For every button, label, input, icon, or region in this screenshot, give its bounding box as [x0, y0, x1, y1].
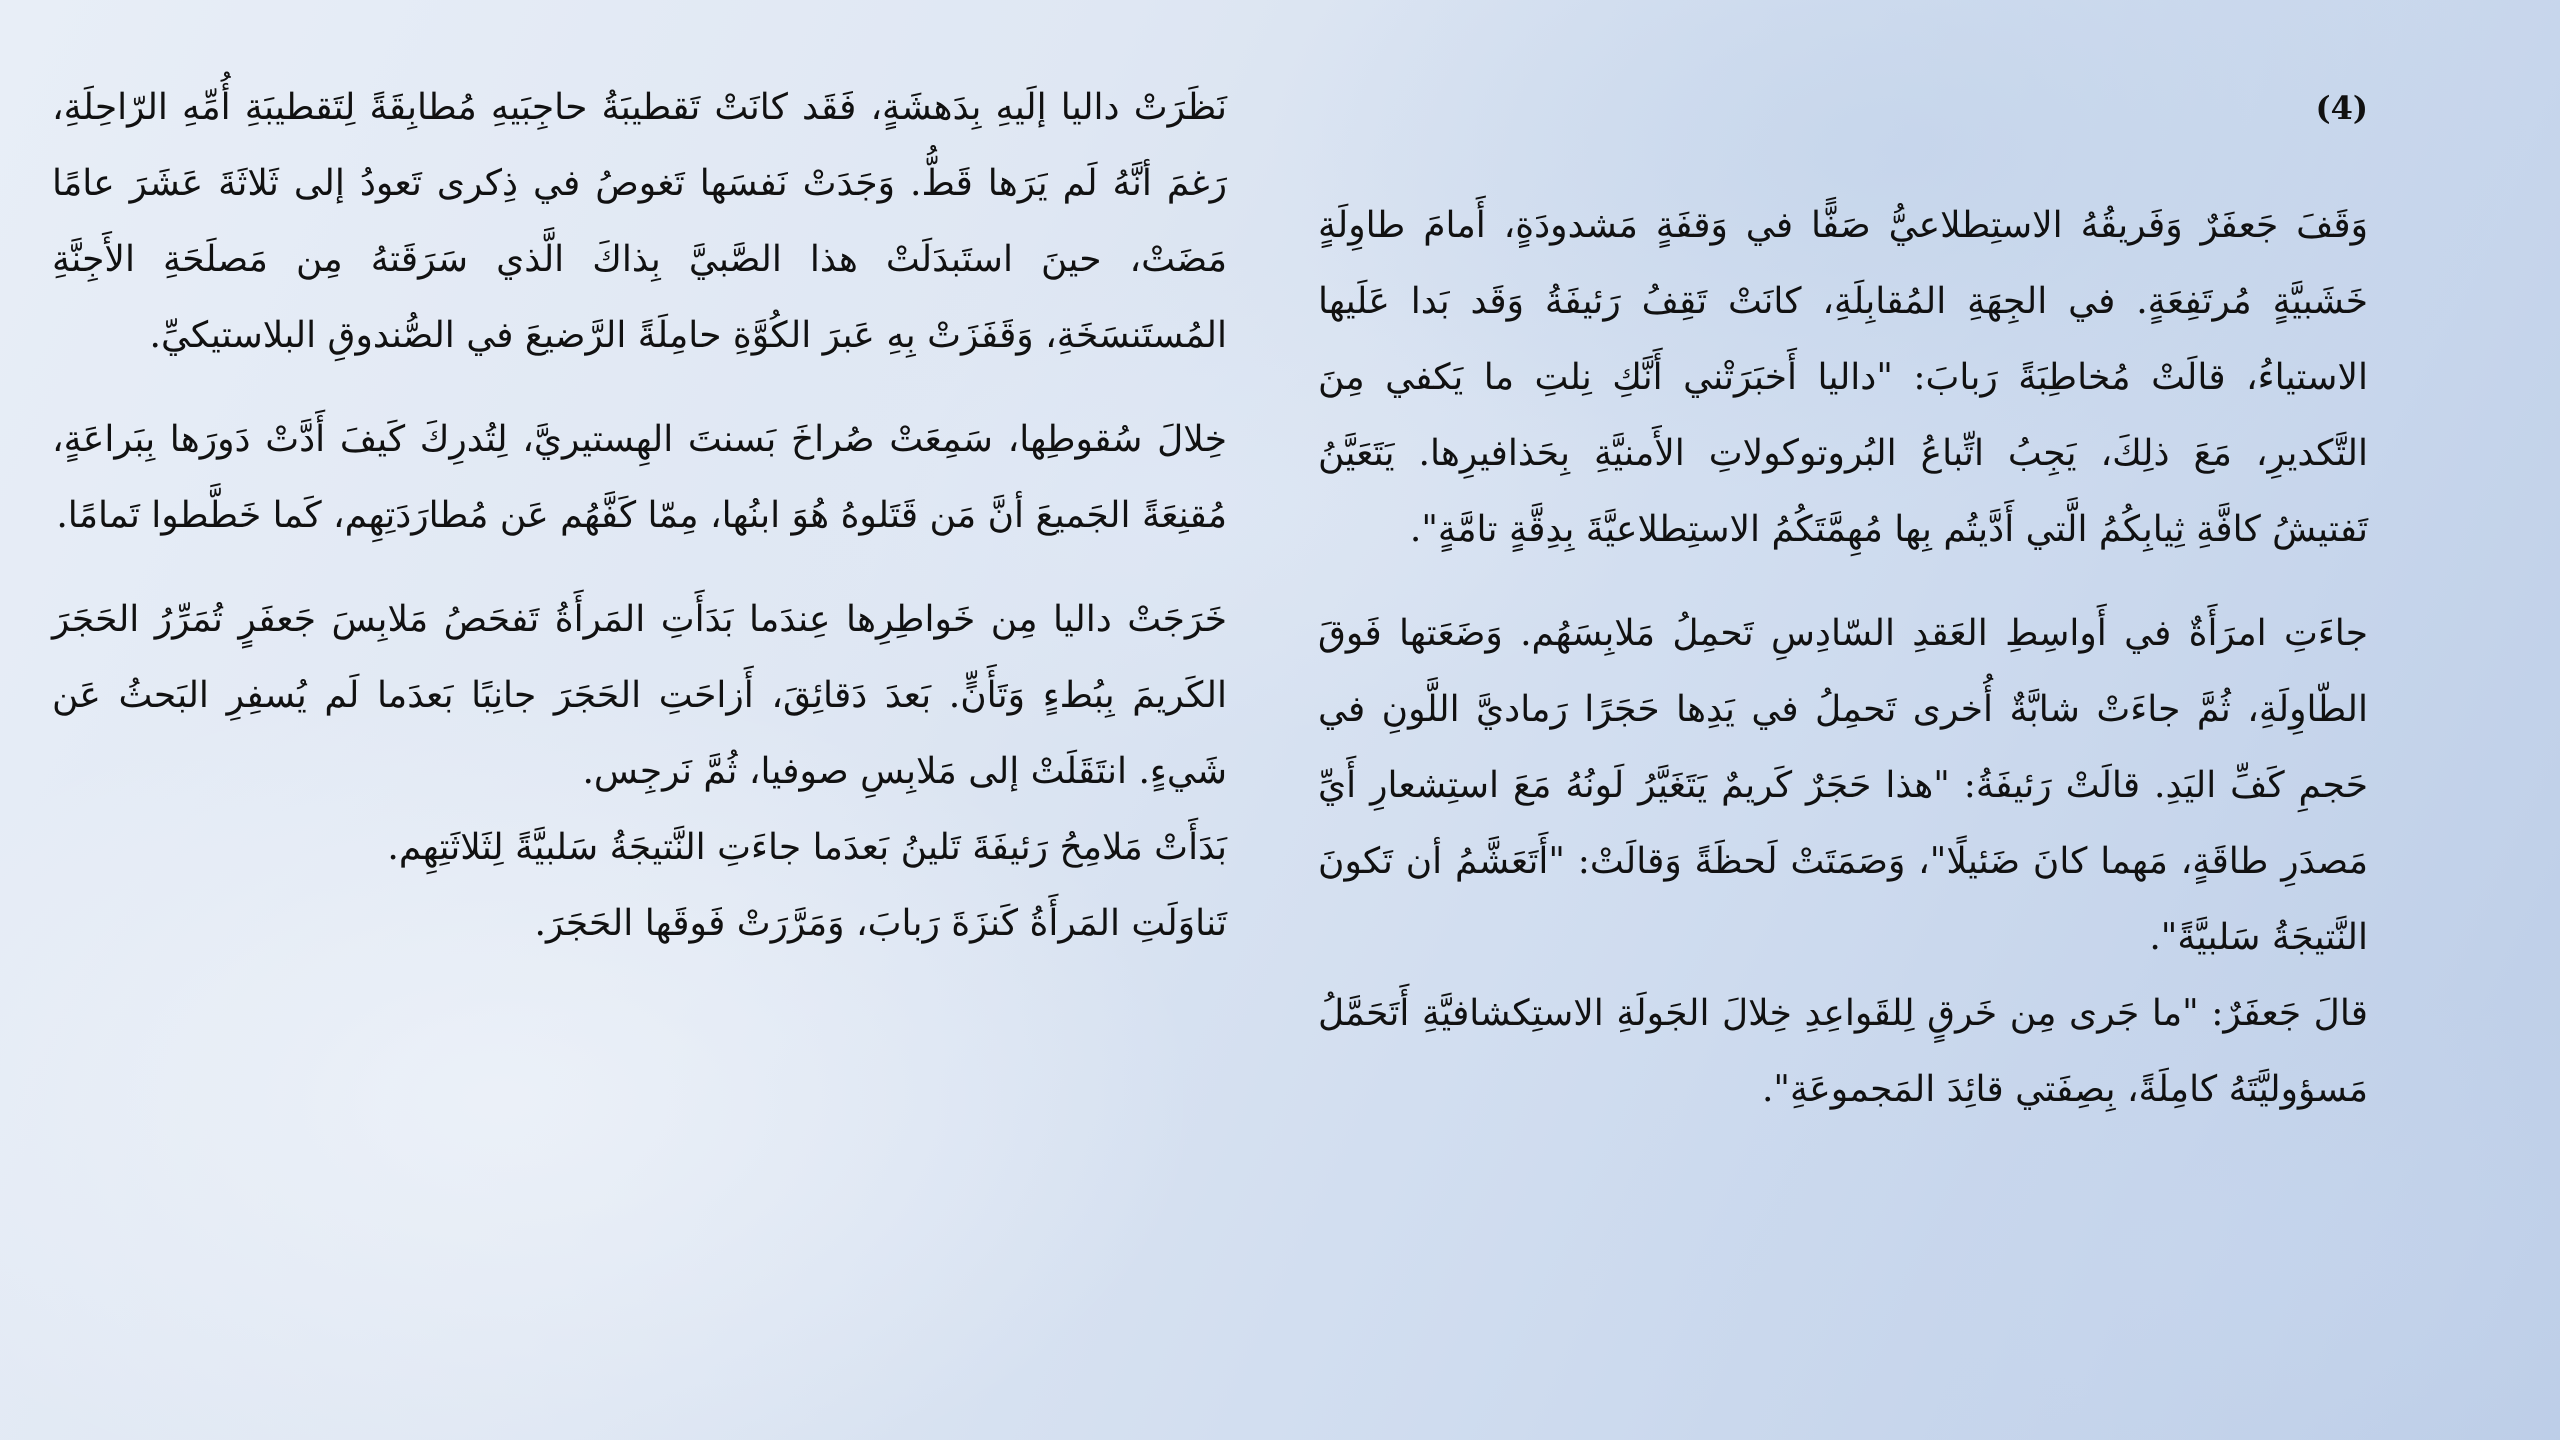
- paragraph-jaafar-responsibility: قالَ جَعفَرٌ: "ما جَرى مِن خَرقٍ لِلقَواعِدِ خِلالَ الجَولَةِ الاستِكشافيَّةِ أَتَحَمَّلُ مَسؤوليَّتَهُ كامِلَةً، بِصِفَتي قائِدَ المَجموعَةِ".: [1318, 993, 2368, 1110]
- page-number: (4): [2315, 89, 2368, 127]
- paragraph-woman-clothes: جاءَتِ امرَأَةٌ في أَواسِطِ العَقدِ السّادِسِ تَحمِلُ مَلابِسَهُم. وَضَعَتها فَوقَ الطّاوِلَةِ، ثُمَّ جاءَتْ شابَّةٌ أُخرى تَحمِلُ في يَدِها حَجَرًا رَماديَّ اللَّونِ في حَجمِ كَفِّ اليَدِ. قالَتْ رَئيفَةُ: "هذا حَجَرٌ كَريمٌ يَتَغَيَّرُ لَونُهُ مَعَ استِشعارِ أَيِّ مَصدَرِ طاقَةٍ، مَهما كانَ ضَئيلًا"، وَصَمَتَتْ لَحظَةً وَقالَتْ: "أَتَعَشَّمُ أن تَكونَ النَّتيجَةُ سَلبيَّةً".: [1318, 613, 2369, 958]
- paragraph-raeefa-softens: بَدَأَتْ مَلامِحُ رَئيفَةَ تَلينُ بَعدَما جاءَتِ النَّتيجَةُ سَلبيَّةً لِثَلاثَتِهِم.: [387, 827, 1227, 868]
- paragraph-rabab-sweater: تَناوَلَتِ المَرأَةُ كَنزَةَ رَبابَ، وَمَرَّرَتْ فَوقَها الحَجَرَ.: [534, 903, 1227, 944]
- paragraph-during-fall: خِلالَ سُقوطِها، سَمِعَتْ صُراخَ بَسنتَ الهِستيريَّ، لِتُدرِكَ كَيفَ أَدَّتْ دَورَها بِبَراعَةٍ، مُقنِعَةً الجَميعَ أنَّ مَن قَتَلوهُ هُوَ ابنُها، مِمّا كَفَّهُم عَن مُطارَدَتِهِم، كَما خَطَّطوا تَمامًا.: [52, 419, 1227, 536]
- paragraph-dalia-looked: نَظَرَتْ داليا إلَيهِ بِدَهشَةٍ، فَقَد كانَتْ تَقطيبَةُ حاجِبَيهِ مُطابِقَةً لِتَقطيبَةِ أُمِّهِ الرّاحِلَةِ، رَغمَ أنَّهُ لَم يَرَها قَطُّ. وَجَدَتْ نَفسَها تَغوصُ في ذِكرى تَعودُ إلى ثَلاثَةَ عَشَرَ عامًا مَضَتْ، حينَ استَبدَلَتْ هذا الصَّبيَّ بِذاكَ الَّذي سَرَقَتهُ مِن مَصلَحَةِ الأَجِنَّةِ المُستَنسَخَةِ، وَقَفَزَتْ بِهِ عَبرَ الكُوَّةِ حامِلَةً الرَّضيعَ في الصُّندوقِ البلاستيكيِّ.: [52, 87, 1227, 356]
- paragraph-dalia-thoughts: خَرَجَتْ داليا مِن خَواطِرِها عِندَما بَدَأَتِ المَرأَةُ تَفحَصُ مَلابِسَ جَعفَرٍ تُمَرِّرُ الحَجَرَ الكَريمَ بِبُطءٍ وَتَأَنٍّ. بَعدَ دَقائِقَ، أَزاحَتِ الحَجَرَ جانِبًا بَعدَما لَم يُسفِرِ البَحثُ عَن شَيءٍ. انتَقَلَتْ إلى مَلابِسِ صوفيا، ثُمَّ نَرجِس.: [52, 599, 1227, 792]
- paragraph-jaafar-team: وَقَفَ جَعفَرٌ وَفَريقُهُ الاستِطلاعيُّ صَفًّا في وَقفَةٍ مَشدودَةٍ، أَمامَ طاوِلَةٍ خَشَبيَّةٍ مُرتَفِعَةٍ. في الجِهَةِ المُقابِلَةِ، كانَتْ تَقِفُ رَئيفَةُ وَقَد بَدا عَلَيها الاستياءُ، قالَتْ مُخاطِبَةً رَبابَ: "داليا أَخبَرَتْني أَنَّكِ نِلتِ ما يَكفي مِنَ التَّكديرِ، مَعَ ذلِكَ، يَجِبُ اتِّباعُ البُروتوكولاتِ الأَمنيَّةِ بِحَذافيرِها. يَتَعَيَّنُ تَفتيشُ كافَّةِ ثِيابِكُمُ الَّتي أَدَّيتُم بِها مُهِمَّتَكُمُ الاستِطلاعيَّةَ بِدِقَّةٍ تامَّةٍ".: [1318, 205, 2368, 550]
- right-text-column: [1318, 70, 2368, 1128]
- left-text-column: [52, 70, 1227, 962]
